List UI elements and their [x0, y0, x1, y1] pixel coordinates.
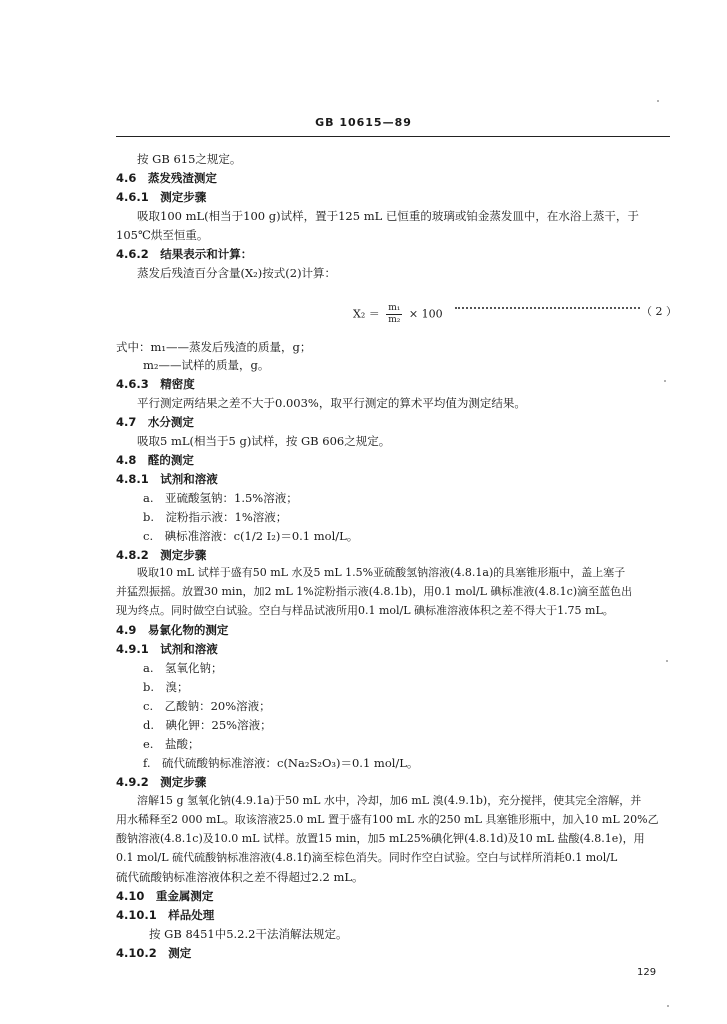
list-item: c. 乙酸钠：20%溶液； [143, 699, 271, 713]
formula-lhs: X₂ ＝ [353, 307, 380, 321]
list-item: d. 碘化钾：25%溶液； [143, 718, 272, 732]
text-line: 溶解15 g 氢氧化钠(4.9.1a)于50 mL 水中，冷却，加6 mL 溴(4.9.1b)，充分搅拌，使其完全溶解，并 [137, 794, 642, 807]
text-line: 蒸发后残渣百分含量(X₂)按式(2)计算： [137, 266, 337, 280]
section-heading: 4.10 重金属测定 [116, 889, 214, 903]
text-line: 用水稀释至2 000 mL。取该溶液25.0 mL 置于盛有100 mL 水的250 mL 具塞锥形瓶中，加入10 mL 20%乙 [116, 813, 659, 826]
text-line: 按 GB 8451中5.2.2干法消解法规定。 [149, 927, 348, 941]
list-item: b. 淀粉指示液：1%溶液； [143, 510, 288, 524]
scan-speck [657, 100, 659, 102]
text-line: 105℃烘至恒重。 [116, 228, 209, 242]
text-line: m₂——试样的质量，g。 [143, 358, 270, 372]
section-heading: 4.10.2 测定 [116, 946, 192, 960]
list-item: b. 溴； [143, 680, 189, 694]
list-item: c. 碘标准溶液：c(1/2 I₂)＝0.1 mol/L。 [143, 529, 359, 543]
section-heading: 4.8.2 测定步骤 [116, 548, 207, 562]
list-item: a. 氢氧化钠； [143, 661, 223, 675]
scan-speck [667, 1005, 669, 1007]
text-line: 并猛烈振摇。放置30 min，加2 mL 1%淀粉指示液(4.8.1b)，用0.1 mol/L 碘标准液(4.8.1c)滴至蓝色出 [116, 585, 633, 598]
section-heading: 4.7 水分测定 [116, 415, 194, 429]
section-heading: 4.10.1 样品处理 [116, 908, 215, 922]
list-item: a. 亚硫酸氢钠：1.5%溶液； [143, 491, 298, 505]
text-line: 平行测定两结果之差不大于0.003%，取平行测定的算术平均值为测定结果。 [137, 396, 526, 410]
text-line: 硫代硫酸钠标准溶液体积之差不得超过2.2 mL。 [116, 870, 364, 884]
section-heading: 4.6 蒸发残渣测定 [116, 171, 217, 185]
section-heading: 4.6.2 结果表示和计算： [116, 247, 253, 261]
formula-denominator: m₂ [388, 315, 401, 325]
scan-speck [664, 380, 666, 382]
list-item: f. 硫代硫酸钠标准溶液：c(Na₂S₂O₃)＝0.1 mol/L。 [143, 756, 419, 770]
text-line: 吸取10 mL 试样于盛有50 mL 水及5 mL 1.5%亚硫酸氢钠溶液(4.8.1a)的具塞锥形瓶中，盖上塞子 [137, 566, 626, 579]
text-line: 现为终点。同时做空白试验。空白与样品试液所用0.1 mol/L 碘标准溶液体积之差不得大于1.75 mL。 [116, 604, 614, 617]
list-item: e. 盐酸； [143, 737, 200, 751]
section-heading: 4.6.3 精密度 [116, 377, 195, 391]
text-line: 吸取100 mL(相当于100 g)试样，置于125 mL 已恒重的玻璃或铂金蒸发皿中，在水浴上蒸干，于 [137, 209, 639, 223]
text-line: 酸钠溶液(4.8.1c)及10.0 mL 试样。放置15 min，加5 mL25%碘化钾(4.8.1d)及10 mL 盐酸(4.8.1e)，用 [116, 832, 645, 845]
section-heading: 4.9.2 测定步骤 [116, 775, 207, 789]
section-heading: 4.9.1 试剂和溶液 [116, 642, 218, 656]
standard-header: GB 10615—89 [315, 116, 412, 129]
section-heading: 4.9 易氯化物的测定 [116, 623, 229, 637]
equation-number: （ 2 ） [641, 305, 677, 318]
section-heading: 4.6.1 测定步骤 [116, 190, 207, 204]
formula-fraction [386, 303, 402, 326]
text-line: 式中：m₁——蒸发后残渣的质量，g； [116, 340, 312, 354]
formula-rhs: × 100 [408, 307, 443, 321]
text-line: 按 GB 615之规定。 [137, 152, 242, 166]
scan-speck [666, 660, 668, 662]
header-rule [116, 136, 670, 137]
formula [353, 303, 443, 326]
formula-numerator: m₁ [388, 303, 401, 313]
text-line: 吸取5 mL(相当于5 g)试样，按 GB 606之规定。 [137, 434, 391, 448]
text-line: 0.1 mol/L 硫代硫酸钠标准溶液(4.8.1f)滴至棕色消失。同时作空白试验。空白与试样所消耗0.1 mol/L [116, 851, 618, 864]
section-heading: 4.8.1 试剂和溶液 [116, 472, 218, 486]
dot-leader [455, 307, 640, 309]
section-heading: 4.8 醛的测定 [116, 453, 194, 467]
page-number: 129 [637, 967, 657, 978]
